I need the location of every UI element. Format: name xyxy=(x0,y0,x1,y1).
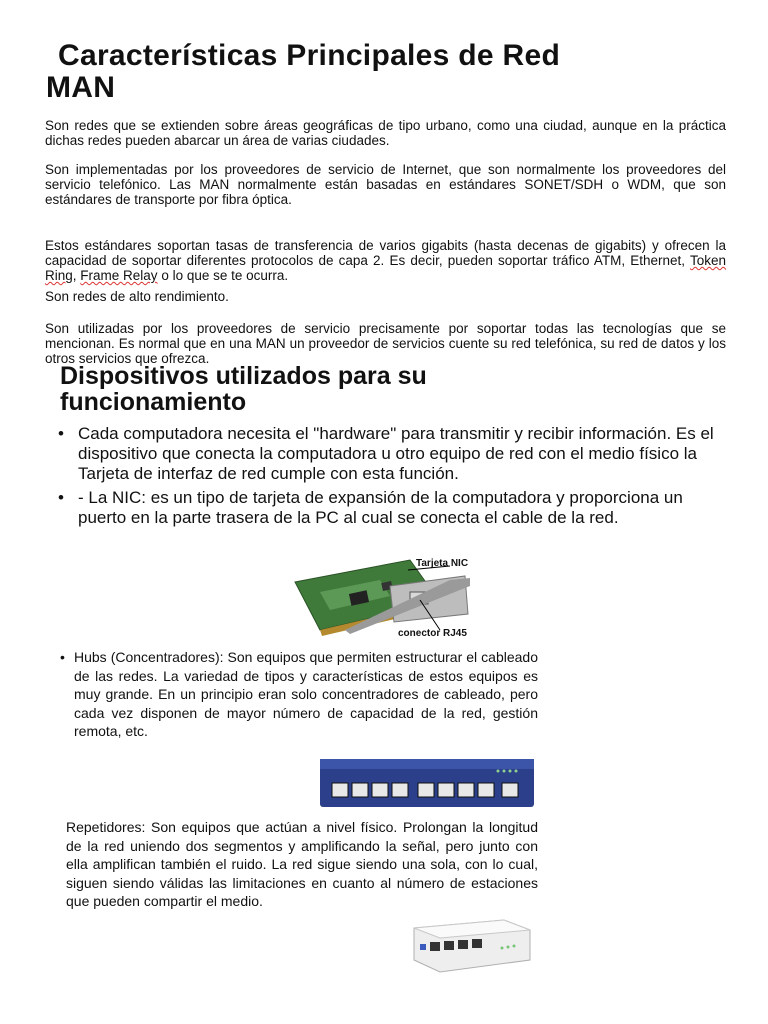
label-conector-rj45: conector RJ45 xyxy=(398,628,467,639)
paragraph-man-5: Son utilizadas por los proveedores de servicio precisamente por soportar todas las tecnologías que se mencionan. Es normal que en una MAN un proveedor de servicios cuente su red telefónica, su red de datos y los otros servicios que ofrezca. xyxy=(45,321,726,366)
nic-card-figure xyxy=(290,552,520,644)
bullet-marker: • xyxy=(58,488,64,507)
section-man-characteristics xyxy=(45,39,748,366)
spellcheck-token-ring: Token Ring xyxy=(45,253,726,283)
bullet-nic xyxy=(58,488,718,528)
title-devices-line1: Dispositivos utilizados para su xyxy=(60,362,427,390)
hub-image xyxy=(318,757,536,809)
bullet-hardware-text: Cada computadora necesita el "hardware" para transmitir y recibir información. Es el dispositivo que conecta la computadora u otro equipo de red con el medio físico la Tarjeta de interfaz de red cumple con esta función. xyxy=(78,424,714,483)
hub-figure xyxy=(318,757,536,809)
paragraph-hubs xyxy=(60,648,538,741)
title-man-line1: Características Principales de Red xyxy=(58,39,561,72)
paragraph-man-3-sep: , xyxy=(72,268,81,283)
paragraph-man-3-text-b: o lo que se te ocurra. xyxy=(157,268,289,283)
paragraph-man-2: Son implementadas por los proveedores de servicio de Internet, que son normalmente los proveedores del servicio telefónico. Las MAN normalmente están basadas en estándares SONET/SDH o WDM, que son estándares de transporte por fibra óptica. xyxy=(45,162,726,207)
paragraph-hubs-text: Hubs (Concentradores): Son equipos que permiten estructurar el cableado de las redes. La variedad de tipos y características de estos equipos es muy grande. En un principio eran solo concentradores de cableado, pero cada vez disponen de mayor número de capacidad de la red, gestión remota, etc. xyxy=(74,649,538,739)
repeater-image xyxy=(410,914,534,976)
title-man-line2: MAN xyxy=(46,71,116,104)
paragraph-repetidores: Repetidores: Son equipos que actúan a nivel físico. Prolongan la longitud de la red uniendo dos segmentos y amplificando la señal, pero junto con ella amplifican también el ruido. La red sigue siendo una sola, con lo cual, siguen siendo válidas las limitaciones en cuanto al número de estaciones que pueden compartir el medio. xyxy=(66,819,538,909)
bullet-marker: • xyxy=(58,424,64,443)
title-devices-line2: funcionamiento xyxy=(60,388,247,416)
paragraph-man-3-text-a: Estos estándares soportan tasas de transferencia de varios gigabits (hasta decenas de gigabits) y ofrecen la capacidad de soportar diferentes protocolos de capa 2. Es decir, pueden soportar tráfico ATM, Ethernet, xyxy=(45,238,726,268)
label-tarjeta-nic: Tarjeta NIC xyxy=(416,558,469,569)
spellcheck-frame-relay: Frame Relay xyxy=(80,268,158,283)
paragraph-man-1: Son redes que se extienden sobre áreas geográficas de tipo urbano, como una ciudad, aunque en la práctica dichas redes pueden abarcar un área de varias ciudades. xyxy=(45,118,726,148)
bullet-nic-text: - La NIC: es un tipo de tarjeta de expansión de la computadora y proporciona un puerto en la parte trasera de la PC al cual se conecta el cable de la red. xyxy=(78,488,683,527)
paragraph-man-3 xyxy=(45,238,726,283)
devices-bullets xyxy=(58,424,718,528)
hubs-block xyxy=(60,649,538,754)
bullet-marker: • xyxy=(60,649,65,665)
repeater-figure xyxy=(410,914,534,976)
bullet-hardware xyxy=(58,424,718,484)
section-devices-title xyxy=(60,362,620,422)
paragraph-man-4: Son redes de alto rendimiento. xyxy=(45,289,229,304)
repetidores-block xyxy=(66,818,538,911)
